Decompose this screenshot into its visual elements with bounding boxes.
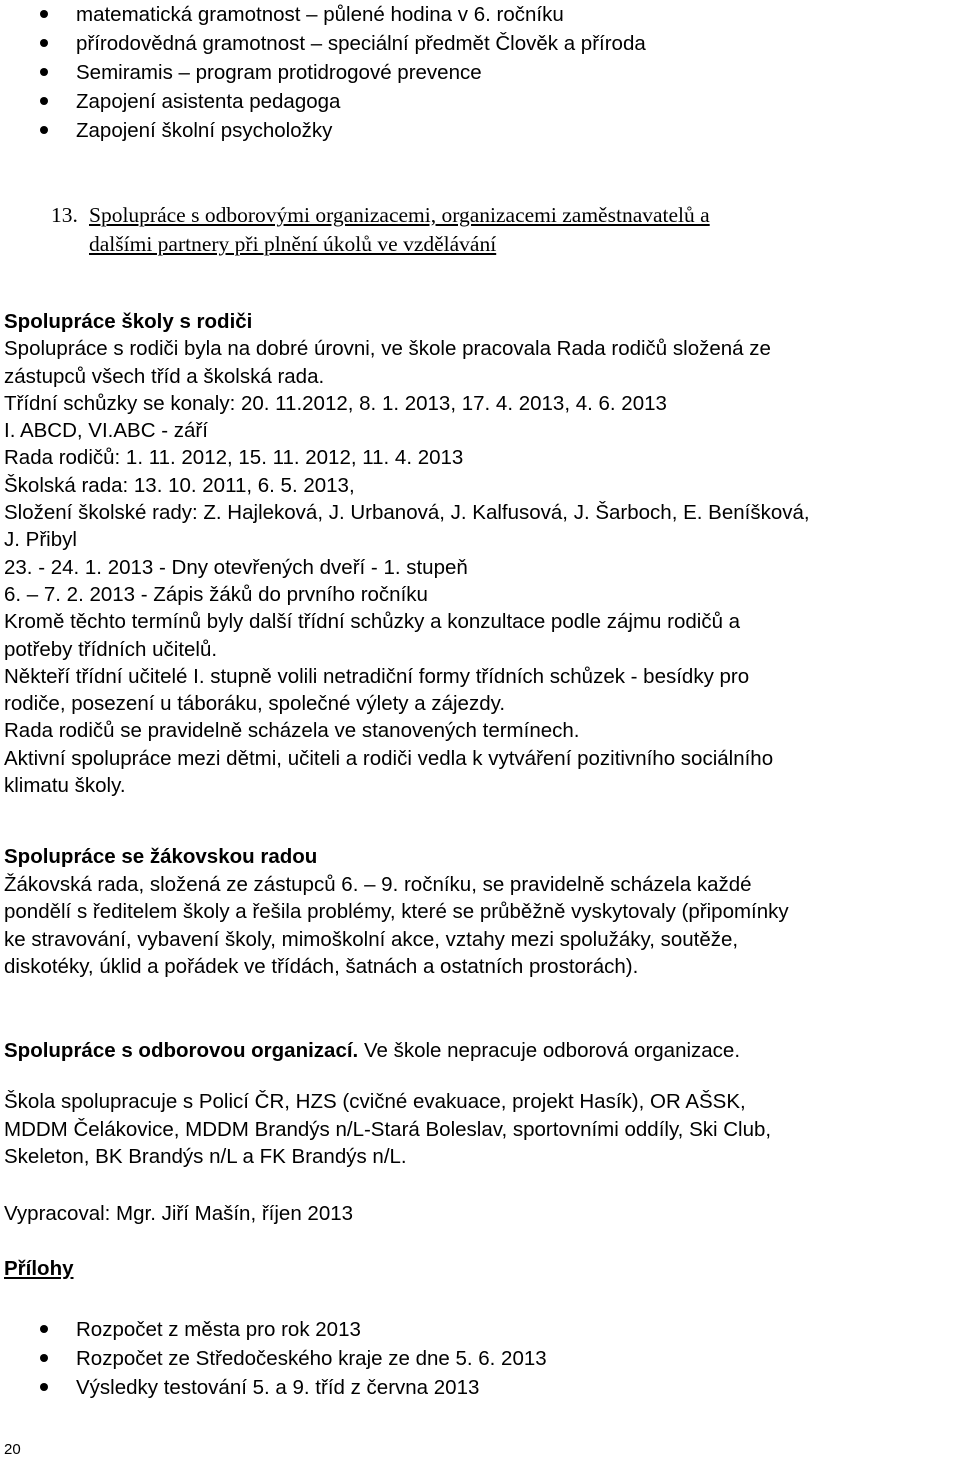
paragraph-line: MDDM Čelákovice, MDDM Brandýs n/L-Stará Boleslav, sportovními oddíly, Ski Club,: [4, 1117, 772, 1141]
paragraph-line: [4, 1037, 944, 1064]
list-item-text: Zapojení asistenta pedagoga: [76, 90, 341, 113]
paragraph-line: Někteří třídní učitelé I. stupně volili netradiční formy třídních schůzek - besídky pro: [4, 664, 750, 688]
paragraph-line: 23. - 24. 1. 2013 - Dny otevřených dveří - 1. stupeň: [4, 555, 468, 579]
paragraph-line: Škola spolupracuje s Policí ČR, HZS (cvičné evakuace, projekt Hasík), OR AŠSK,: [4, 1090, 746, 1113]
section-number: 13.: [51, 203, 78, 227]
paragraph-line: Složení školské rady: Z. Hajleková, J. Urbanová, J. Kalfusová, J. Šarboch, E. Beníšková,: [4, 501, 810, 525]
paragraph-line: I. ABCD, VI.ABC - září: [4, 419, 208, 443]
paragraph-line: Spolupráce s rodiči byla na dobré úrovni, ve škole pracovala Rada rodičů složená ze: [4, 337, 771, 361]
bullet-icon: [40, 126, 48, 134]
author-text: Vypracoval: Mgr. Jiří Mašín, říjen 2013: [4, 1202, 354, 1225]
list-item-text: Rozpočet z města pro rok 2013: [76, 1318, 361, 1341]
bullet-icon: [40, 39, 48, 47]
section-spoluprace-skoly: [4, 1088, 944, 1171]
list-item: [40, 116, 646, 145]
list-item: [40, 87, 646, 116]
section-title-line-2: dalšími partnery při plnění úkolů ve vzdělávání: [89, 232, 497, 256]
bullet-icon: [40, 1354, 48, 1362]
paragraph-line: J. Přibyl: [4, 528, 77, 552]
paragraph-line: pondělí s ředitelem školy a řešila problémy, které se průběžně vyskytovaly (připomínky: [4, 900, 789, 923]
list-item: [40, 1315, 547, 1344]
list-item: [40, 0, 646, 29]
paragraph-line: rodiče, posezení u táboráku, společné výlety a zájezdy.: [4, 692, 506, 716]
list-item: [40, 1344, 547, 1373]
bullet-icon: [40, 68, 48, 76]
section-odborova-organizace: [4, 1037, 944, 1064]
paragraph-line: zástupců všech tříd a školská rada.: [4, 364, 325, 388]
paragraph-line: Kromě těchto termínů byly další třídní schůzky a konzultace podle zájmu rodičů a: [4, 610, 741, 634]
paragraph-line: Třídní schůzky se konaly: 20. 11.2012, 8. 1. 2013, 17. 4. 2013, 4. 6. 2013: [4, 391, 667, 415]
list-item-text: Semiramis – program protidrogové prevence: [76, 61, 482, 84]
section-rodice: [4, 308, 944, 799]
attachments-list: [40, 1315, 547, 1402]
bullet-icon: [40, 10, 48, 18]
section-title-line-1: Spolupráce s odborovými organizacemi, organizacemi zaměstnavatelů a: [89, 203, 710, 227]
section-title: Spolupráce s odborovou organizací.: [4, 1039, 359, 1062]
list-item: [40, 58, 646, 87]
list-item-text: Zapojení školní psycholožky: [76, 119, 333, 142]
author-line: [4, 1200, 944, 1227]
list-item-text: Výsledky testování 5. a 9. tříd z června 2013: [76, 1376, 480, 1399]
paragraph-line: Žákovská rada, složená ze zástupců 6. – 9. ročníku, se pravidelně scházela každé: [4, 872, 752, 896]
list-item-text: přírodovědná gramotnost – speciální předmět Člověk a příroda: [76, 32, 646, 55]
paragraph-line: ke stravování, vybavení školy, mimoškolní akce, vztahy mezi spolužáky, soutěže,: [4, 927, 739, 951]
section-title: Spolupráce se žákovskou radou: [4, 845, 318, 868]
paragraph-line: diskotéky, úklid a pořádek ve třídách, šatnách a ostatních prostorách).: [4, 955, 639, 978]
paragraph-line: Rada rodičů: 1. 11. 2012, 15. 11. 2012, 11. 4. 2013: [4, 446, 464, 470]
section-title: Přílohy: [4, 1257, 74, 1280]
section-title: Spolupráce školy s rodiči: [4, 310, 253, 333]
paragraph-line: Rada rodičů se pravidelně scházela ve stanovených termínech.: [4, 719, 580, 743]
bullet-icon: [40, 1383, 48, 1391]
paragraph-line: Skeleton, BK Brandýs n/L a FK Brandýs n/L.: [4, 1145, 407, 1168]
bullet-icon: [40, 97, 48, 105]
section-zakovska-rada: [4, 843, 944, 981]
list-item-text: Rozpočet ze Středočeského kraje ze dne 5. 6. 2013: [76, 1347, 547, 1370]
paragraph-line: klimatu školy.: [4, 774, 126, 798]
section-prilohy: [4, 1255, 944, 1282]
section-13-heading: [51, 201, 946, 259]
paragraph-line: potřeby třídních učitelů.: [4, 637, 218, 661]
top-bullet-list: [40, 0, 646, 145]
list-item-text: matematická gramotnost – půlené hodina v 6. ročníku: [76, 3, 564, 26]
section-text: Ve škole nepracuje odborová organizace.: [358, 1039, 741, 1062]
bullet-icon: [40, 1325, 48, 1333]
list-item: [40, 1373, 547, 1402]
page-number: 20: [4, 1441, 21, 1458]
paragraph-line: Aktivní spolupráce mezi dětmi, učiteli a rodiči vedla k vytváření pozitivního sociálního: [4, 746, 774, 770]
paragraph-line: 6. – 7. 2. 2013 - Zápis žáků do prvního ročníku: [4, 582, 428, 606]
paragraph-line: Školská rada: 13. 10. 2011, 6. 5. 2013,: [4, 473, 355, 497]
list-item: [40, 29, 646, 58]
